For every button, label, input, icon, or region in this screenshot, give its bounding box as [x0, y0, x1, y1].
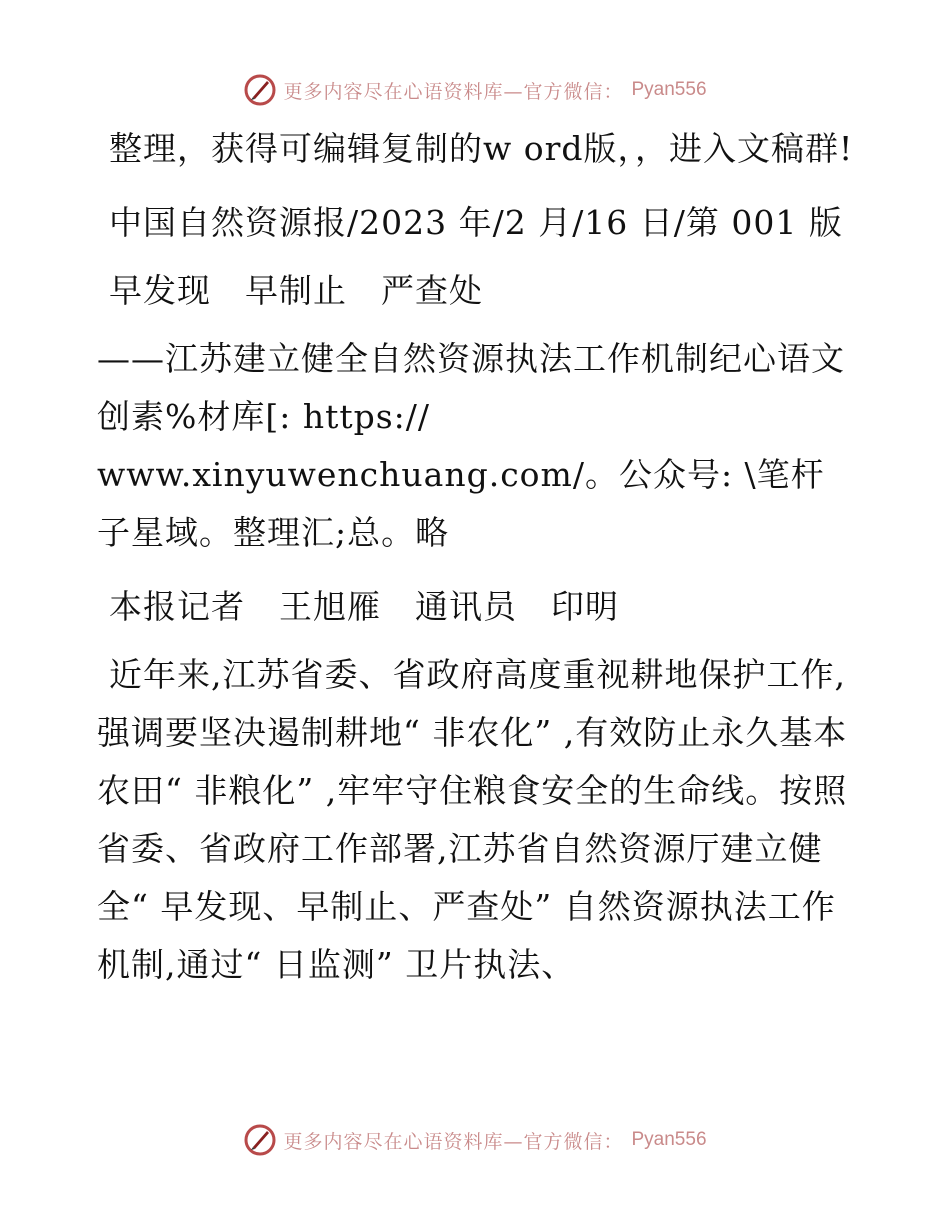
watermark-id: Pyan556 — [631, 79, 707, 100]
watermark-id: Pyan556 — [631, 1129, 707, 1150]
quill-logo-icon — [243, 1123, 277, 1157]
document-body — [97, 120, 857, 1010]
intro-line: 整理，获得可编辑复制的w ord版，，进入文稿群! — [109, 129, 854, 168]
watermark-text: 更多内容尽在心语资料库—官方微信： — [283, 80, 624, 103]
byline: 本报记者 王旭雁 通讯员 印明 — [109, 587, 619, 626]
body-paragraph: 近年来,江苏省委、省政府高度重视耕地保护工作,强调要坚决遏制耕地“ 非农化” ,有效防止永久基本农田“ 非粮化” ,牢牢守住粮食安全的生命线。按照省委、省政府工作部署,江苏省自然资源厅建立健全“ 早发现、早制止、严查处” 自然资源执法工作机制,通过“ 日监测” 卫片执法、 — [97, 655, 848, 984]
article-title: 早发现 早制止 严查处 — [109, 271, 483, 310]
article-subtitle: ——江苏建立健全自然资源执法工作机制纪心语文创素%材库[: https:// www.xinyuwenchuang.com/。公众号: \笔杆子星域。整理汇;总。略 — [97, 339, 845, 552]
watermark-header — [0, 70, 950, 110]
source-line: 中国自然资源报/2023 年/2 月/16 日/第 001 版 — [109, 203, 843, 242]
quill-logo-icon — [243, 73, 277, 107]
watermark-footer — [0, 1120, 950, 1160]
watermark-text: 更多内容尽在心语资料库—官方微信： — [283, 1130, 624, 1153]
